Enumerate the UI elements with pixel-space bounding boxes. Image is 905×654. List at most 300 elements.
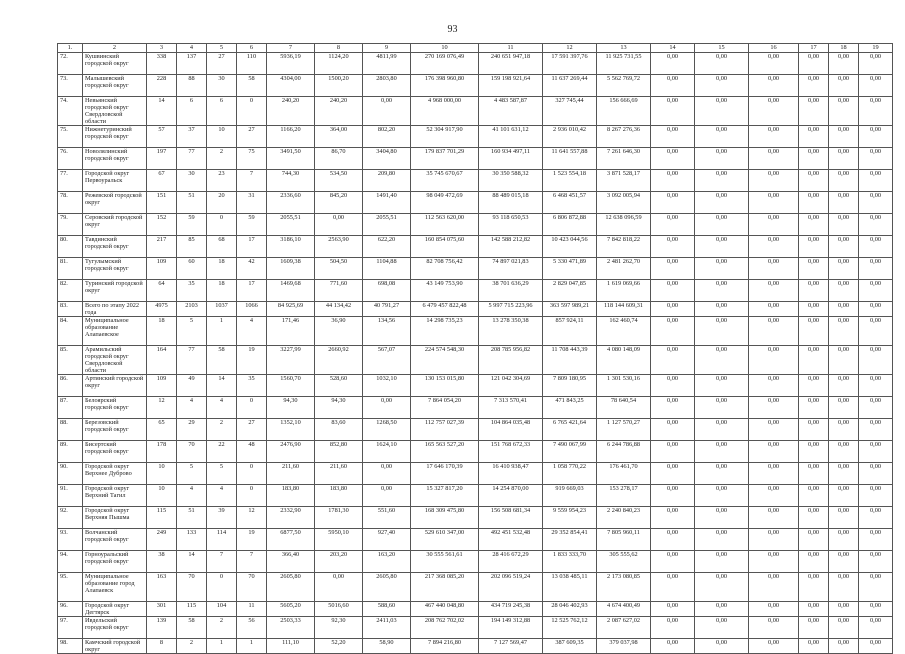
- table-cell: 5 997 715 223,96: [479, 302, 543, 317]
- table-cell: 2 087 627,02: [597, 617, 651, 639]
- table-cell: 467 440 048,80: [411, 602, 479, 617]
- table-row: [58, 302, 893, 317]
- table-cell: 171,46: [267, 317, 315, 346]
- row-number: 77.: [58, 170, 83, 192]
- table-cell: 0,00: [829, 258, 859, 280]
- municipality-name: Ивдельский городской округ: [83, 617, 147, 639]
- table-cell: 1560,70: [267, 375, 315, 397]
- column-header: 11: [479, 44, 543, 53]
- table-cell: 5: [207, 463, 237, 485]
- table-cell: 0,00: [799, 463, 829, 485]
- table-cell: 0,00: [859, 441, 893, 463]
- table-row: [58, 148, 893, 170]
- table-cell: 0,00: [829, 192, 859, 214]
- table-cell: 0,00: [749, 346, 799, 375]
- table-cell: 0,00: [749, 302, 799, 317]
- table-cell: 0,00: [799, 317, 829, 346]
- table-cell: 2660,92: [315, 346, 363, 375]
- municipality-name: Муниципальное образование город Алапаевск: [83, 573, 147, 602]
- table-cell: 1491,40: [363, 192, 411, 214]
- table-cell: 0,00: [799, 507, 829, 529]
- table-cell: 70: [237, 573, 267, 602]
- table-cell: 1037: [207, 302, 237, 317]
- table-cell: 12 638 096,59: [597, 214, 651, 236]
- municipality-name: Новолялинский городской округ: [83, 148, 147, 170]
- table-cell: 0,00: [859, 375, 893, 397]
- table-cell: 0,00: [799, 485, 829, 507]
- table-cell: 74 897 021,83: [479, 258, 543, 280]
- municipality-name: Всего по этапу 2022 года: [83, 302, 147, 317]
- table-cell: 163: [147, 573, 177, 602]
- table-cell: 165 563 527,20: [411, 441, 479, 463]
- table-row: [58, 463, 893, 485]
- table-cell: 22: [207, 441, 237, 463]
- table-row: [58, 53, 893, 75]
- table-cell: 0,00: [651, 639, 695, 654]
- table-cell: 0,00: [829, 507, 859, 529]
- table-cell: 0,00: [799, 573, 829, 602]
- table-cell: 5605,20: [267, 602, 315, 617]
- table-cell: 0,00: [859, 258, 893, 280]
- table-cell: 744,30: [267, 170, 315, 192]
- table-cell: 28 416 672,29: [479, 551, 543, 573]
- column-header: 18: [829, 44, 859, 53]
- table-cell: 0,00: [829, 170, 859, 192]
- table-cell: 163,20: [363, 551, 411, 573]
- table-cell: 10: [147, 463, 177, 485]
- table-cell: 1 301 530,16: [597, 375, 651, 397]
- table-cell: 2 481 262,70: [597, 258, 651, 280]
- row-number: 91.: [58, 485, 83, 507]
- table-cell: 109: [147, 375, 177, 397]
- table-cell: 327 745,44: [543, 97, 597, 126]
- table-cell: 434 719 245,38: [479, 602, 543, 617]
- table-cell: 0,00: [859, 507, 893, 529]
- table-cell: 7 842 818,22: [597, 236, 651, 258]
- table-cell: 0,00: [651, 214, 695, 236]
- column-header: 9: [363, 44, 411, 53]
- table-cell: 224 574 548,30: [411, 346, 479, 375]
- table-cell: 3186,10: [267, 236, 315, 258]
- table-cell: 0,00: [651, 529, 695, 551]
- table-cell: 0,00: [651, 126, 695, 148]
- table-cell: 4811,99: [363, 53, 411, 75]
- row-number: 94.: [58, 551, 83, 573]
- table-cell: 6 765 421,64: [543, 419, 597, 441]
- table-cell: 240,20: [315, 97, 363, 126]
- table-cell: 2: [207, 617, 237, 639]
- column-header: 16: [749, 44, 799, 53]
- table-cell: 2 240 840,23: [597, 507, 651, 529]
- table-cell: 0,00: [749, 639, 799, 654]
- table-cell: 0,00: [749, 397, 799, 419]
- table-cell: 0,00: [695, 53, 749, 75]
- table-cell: 5950,10: [315, 529, 363, 551]
- municipality-name: Городской округ Верхний Тагил: [83, 485, 147, 507]
- table-cell: 0,00: [651, 375, 695, 397]
- table-cell: 0,00: [363, 97, 411, 126]
- table-cell: 1624,10: [363, 441, 411, 463]
- table-cell: 0,00: [695, 639, 749, 654]
- row-number: 78.: [58, 192, 83, 214]
- table-cell: 4 080 148,09: [597, 346, 651, 375]
- table-cell: 0,00: [859, 397, 893, 419]
- table-cell: 111,10: [267, 639, 315, 654]
- table-cell: 2605,80: [363, 573, 411, 602]
- table-cell: 366,40: [267, 551, 315, 573]
- table-row: [58, 573, 893, 602]
- table-cell: 0,00: [749, 126, 799, 148]
- table-cell: 78 640,54: [597, 397, 651, 419]
- table-cell: 0,00: [749, 507, 799, 529]
- table-cell: 92,30: [315, 617, 363, 639]
- row-number: 84.: [58, 317, 83, 346]
- table-cell: 30 555 561,61: [411, 551, 479, 573]
- table-cell: 0,00: [749, 617, 799, 639]
- table-cell: 5016,60: [315, 602, 363, 617]
- table-cell: 1 523 554,18: [543, 170, 597, 192]
- table-cell: 0,00: [651, 397, 695, 419]
- table-cell: 6: [177, 97, 207, 126]
- table-cell: 11 925 731,55: [597, 53, 651, 75]
- table-cell: 7 894 216,80: [411, 639, 479, 654]
- table-cell: 88: [177, 75, 207, 97]
- table-cell: 51: [177, 507, 207, 529]
- table-cell: 51: [177, 192, 207, 214]
- table-cell: 0,00: [363, 397, 411, 419]
- row-number: 83.: [58, 302, 83, 317]
- table-cell: 160 854 075,60: [411, 236, 479, 258]
- table-cell: 2103: [177, 302, 207, 317]
- table-cell: 0,00: [695, 617, 749, 639]
- municipality-name: Режевской городской округ: [83, 192, 147, 214]
- table-cell: 151 768 672,33: [479, 441, 543, 463]
- table-cell: 1: [237, 639, 267, 654]
- table-cell: 0,00: [829, 397, 859, 419]
- table-cell: 60: [177, 258, 207, 280]
- table-cell: 0,00: [799, 551, 829, 573]
- table-cell: 2055,51: [267, 214, 315, 236]
- table-cell: 3 871 528,17: [597, 170, 651, 192]
- table-cell: 529 610 347,00: [411, 529, 479, 551]
- table-cell: 27: [237, 126, 267, 148]
- table-cell: 0,00: [695, 236, 749, 258]
- table-cell: 178: [147, 441, 177, 463]
- table-cell: 115: [147, 507, 177, 529]
- table-cell: 2411,03: [363, 617, 411, 639]
- table-cell: 0,00: [315, 214, 363, 236]
- table-row: [58, 126, 893, 148]
- table-cell: 0,00: [695, 317, 749, 346]
- table-cell: 114: [207, 529, 237, 551]
- table-cell: 0,00: [695, 280, 749, 302]
- table-cell: 0,00: [651, 617, 695, 639]
- column-header: 19: [859, 44, 893, 53]
- table-cell: 0,00: [749, 258, 799, 280]
- table-cell: 0,00: [749, 148, 799, 170]
- table-row: [58, 441, 893, 463]
- row-number: 85.: [58, 346, 83, 375]
- table-cell: 0,00: [829, 573, 859, 602]
- table-cell: 0,00: [859, 617, 893, 639]
- table-cell: 0,00: [859, 148, 893, 170]
- table-cell: 0,00: [363, 463, 411, 485]
- table-cell: 0,00: [749, 170, 799, 192]
- table-cell: 27: [237, 419, 267, 441]
- table-cell: 240 651 947,18: [479, 53, 543, 75]
- table-cell: 0: [237, 397, 267, 419]
- table-cell: 4: [207, 397, 237, 419]
- table-cell: 0,00: [695, 507, 749, 529]
- table-cell: 0,00: [749, 214, 799, 236]
- table-cell: 0,00: [829, 551, 859, 573]
- table-cell: 13 278 350,38: [479, 317, 543, 346]
- table-cell: 0,00: [829, 75, 859, 97]
- table-cell: 58: [177, 617, 207, 639]
- table-cell: 927,40: [363, 529, 411, 551]
- table-cell: 852,80: [315, 441, 363, 463]
- table-cell: 0,00: [651, 551, 695, 573]
- table-cell: 0,00: [829, 375, 859, 397]
- column-header: 5: [207, 44, 237, 53]
- municipality-name: Белоярский городской округ: [83, 397, 147, 419]
- table-cell: 118 144 609,31: [597, 302, 651, 317]
- table-cell: 2332,90: [267, 507, 315, 529]
- table-cell: 0,00: [859, 53, 893, 75]
- table-cell: 85: [177, 236, 207, 258]
- table-cell: 65: [147, 419, 177, 441]
- table-cell: 0,00: [695, 441, 749, 463]
- table-cell: 0,00: [651, 236, 695, 258]
- table-cell: 35: [177, 280, 207, 302]
- table-cell: 49: [177, 375, 207, 397]
- table-cell: 217: [147, 236, 177, 258]
- table-cell: 14: [207, 375, 237, 397]
- table-row: [58, 280, 893, 302]
- table-cell: 0: [207, 214, 237, 236]
- table-cell: 3404,80: [363, 148, 411, 170]
- table-cell: 0,00: [859, 463, 893, 485]
- table-cell: 10: [147, 485, 177, 507]
- table-cell: 2 829 047,85: [543, 280, 597, 302]
- table-cell: 249: [147, 529, 177, 551]
- table-cell: 0,00: [651, 573, 695, 602]
- table-cell: 0: [207, 573, 237, 602]
- table-cell: 6 479 457 822,48: [411, 302, 479, 317]
- row-number: 93.: [58, 529, 83, 551]
- table-cell: 0,00: [829, 317, 859, 346]
- table-cell: 0,00: [799, 639, 829, 654]
- row-number: 72.: [58, 53, 83, 75]
- table-cell: 11 641 557,88: [543, 148, 597, 170]
- table-cell: 104: [207, 602, 237, 617]
- row-number: 79.: [58, 214, 83, 236]
- table-cell: 12 525 762,12: [543, 617, 597, 639]
- row-number: 92.: [58, 507, 83, 529]
- table-cell: 7: [237, 170, 267, 192]
- table-cell: 270 169 076,49: [411, 53, 479, 75]
- table-row: [58, 602, 893, 617]
- table-cell: 0,00: [799, 617, 829, 639]
- table-cell: 0,00: [651, 75, 695, 97]
- table-cell: 160 934 497,11: [479, 148, 543, 170]
- table-cell: 203,20: [315, 551, 363, 573]
- row-number: 81.: [58, 258, 83, 280]
- table-cell: 0,00: [799, 602, 829, 617]
- table-cell: 36,90: [315, 317, 363, 346]
- table-cell: 0,00: [859, 214, 893, 236]
- municipality-name: Городской округ Дегтярск: [83, 602, 147, 617]
- table-cell: 197: [147, 148, 177, 170]
- table-cell: 7 313 570,41: [479, 397, 543, 419]
- table-cell: 82 708 756,42: [411, 258, 479, 280]
- municipality-name: Волчанский городской округ: [83, 529, 147, 551]
- table-cell: 86,70: [315, 148, 363, 170]
- table-cell: 0,00: [829, 126, 859, 148]
- column-header: 4: [177, 44, 207, 53]
- table-cell: 0,00: [859, 317, 893, 346]
- table-cell: 11: [237, 602, 267, 617]
- table-cell: 208 785 956,82: [479, 346, 543, 375]
- table-body: [58, 44, 893, 654]
- table-cell: 11 637 269,44: [543, 75, 597, 97]
- row-number: 96.: [58, 602, 83, 617]
- table-cell: 6 806 872,88: [543, 214, 597, 236]
- table-cell: 471 843,25: [543, 397, 597, 419]
- table-cell: 168 309 475,80: [411, 507, 479, 529]
- table-row: [58, 419, 893, 441]
- row-number: 73.: [58, 75, 83, 97]
- table-cell: 12: [147, 397, 177, 419]
- table-cell: 534,50: [315, 170, 363, 192]
- row-number: 86.: [58, 375, 83, 397]
- table-cell: 133: [177, 529, 207, 551]
- table-cell: 1781,30: [315, 507, 363, 529]
- table-cell: 0,00: [829, 529, 859, 551]
- table-cell: 0,00: [749, 419, 799, 441]
- table-cell: 30: [177, 170, 207, 192]
- table-cell: 0,00: [859, 170, 893, 192]
- table-cell: 8: [147, 639, 177, 654]
- table-cell: 0,00: [651, 280, 695, 302]
- table-cell: 0,00: [651, 463, 695, 485]
- table-cell: 2336,60: [267, 192, 315, 214]
- table-cell: 164: [147, 346, 177, 375]
- table-cell: 152: [147, 214, 177, 236]
- column-header: 3: [147, 44, 177, 53]
- table-cell: 0,00: [799, 280, 829, 302]
- table-cell: 27: [207, 53, 237, 75]
- table-cell: 68: [207, 236, 237, 258]
- table-cell: 0,00: [829, 214, 859, 236]
- table-cell: 0,00: [799, 346, 829, 375]
- column-header: 7: [267, 44, 315, 53]
- table-cell: 0,00: [859, 573, 893, 602]
- table-row: [58, 170, 893, 192]
- table-cell: 29: [177, 419, 207, 441]
- municipality-name: Артинский городской округ: [83, 375, 147, 397]
- table-cell: 2055,51: [363, 214, 411, 236]
- table-cell: 39: [207, 507, 237, 529]
- table-cell: 4304,00: [267, 75, 315, 97]
- table-row: [58, 551, 893, 573]
- table-cell: 59: [237, 214, 267, 236]
- table-cell: 0,00: [315, 573, 363, 602]
- municipality-name: Камчский городской округ: [83, 639, 147, 654]
- table-cell: 1032,10: [363, 375, 411, 397]
- table-cell: 7 490 067,99: [543, 441, 597, 463]
- table-cell: 1: [207, 639, 237, 654]
- table-cell: 28 046 402,93: [543, 602, 597, 617]
- table-cell: 0,00: [799, 441, 829, 463]
- table-cell: 0,00: [799, 258, 829, 280]
- table-cell: 0,00: [695, 529, 749, 551]
- table-cell: 67: [147, 170, 177, 192]
- table-cell: 0,00: [749, 53, 799, 75]
- table-cell: 0,00: [651, 317, 695, 346]
- table-cell: 0,00: [695, 170, 749, 192]
- table-cell: 0,00: [749, 463, 799, 485]
- table-cell: 0,00: [799, 529, 829, 551]
- municipality-name: Городской округ Верхнее Дуброво: [83, 463, 147, 485]
- table-row: [58, 236, 893, 258]
- table-cell: 0,00: [799, 419, 829, 441]
- table-cell: 0,00: [859, 602, 893, 617]
- municipality-name: Тугулымский городской округ: [83, 258, 147, 280]
- column-header: 1.: [58, 44, 83, 53]
- municipality-name: Березовский городской округ: [83, 419, 147, 441]
- table-cell: 0,00: [829, 639, 859, 654]
- table-cell: 0,00: [651, 170, 695, 192]
- table-cell: 0,00: [651, 97, 695, 126]
- municipality-name: Малышевский городской округ: [83, 75, 147, 97]
- table-cell: 0,00: [749, 317, 799, 346]
- table-cell: 142 588 212,82: [479, 236, 543, 258]
- table-cell: 58: [207, 346, 237, 375]
- table-cell: 0,00: [651, 302, 695, 317]
- table-cell: 1166,20: [267, 126, 315, 148]
- table-cell: 0,00: [695, 485, 749, 507]
- table-cell: 176 398 960,80: [411, 75, 479, 97]
- row-number: 75.: [58, 126, 83, 148]
- table-cell: 3491,50: [267, 148, 315, 170]
- table-cell: 52,20: [315, 639, 363, 654]
- table-cell: 698,08: [363, 280, 411, 302]
- table-cell: 30: [207, 75, 237, 97]
- table-cell: 0,00: [651, 441, 695, 463]
- table-cell: 4: [177, 485, 207, 507]
- table-cell: 0,00: [695, 573, 749, 602]
- table-cell: 0,00: [799, 302, 829, 317]
- column-header: 17: [799, 44, 829, 53]
- table-cell: 0,00: [695, 148, 749, 170]
- table-cell: 0,00: [749, 573, 799, 602]
- table-cell: 0,00: [859, 192, 893, 214]
- table-cell: 0,00: [363, 485, 411, 507]
- table-cell: 0,00: [695, 126, 749, 148]
- municipality-name: Арамильский городской округ Свердловской области: [83, 346, 147, 375]
- table-cell: 0,00: [799, 397, 829, 419]
- table-cell: 17 591 397,76: [543, 53, 597, 75]
- table-row: [58, 258, 893, 280]
- table-cell: 0,00: [695, 346, 749, 375]
- table-cell: 0,00: [651, 148, 695, 170]
- row-number: 80.: [58, 236, 83, 258]
- table-cell: 0,00: [859, 529, 893, 551]
- table-cell: 802,20: [363, 126, 411, 148]
- table-cell: 2605,80: [267, 573, 315, 602]
- table-cell: 0,00: [749, 280, 799, 302]
